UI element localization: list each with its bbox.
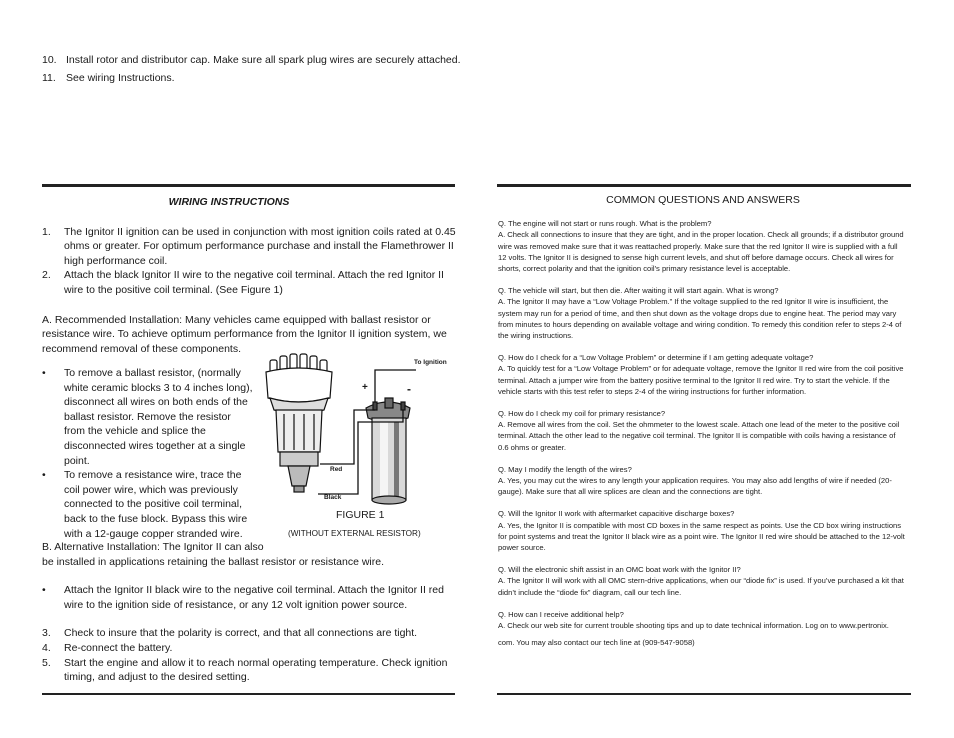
wiring-item-5 bbox=[42, 656, 456, 685]
bullet-text: To remove a ballast resistor, (normally white ceramic blocks 3 to 4 inches long), disconnect all wires on both ends of the ballast resistor. Remove the resistor from the vehicle and splice the disconnected wires together at a single point. bbox=[64, 367, 253, 467]
question: Q. May I modify the length of the wires? bbox=[498, 464, 632, 474]
qa-item-1 bbox=[498, 218, 908, 274]
distributor-icon bbox=[266, 354, 332, 492]
item-text: Check to insure that the polarity is correct, and that all connections are tight. bbox=[64, 627, 418, 640]
bullet-ballast bbox=[42, 366, 254, 468]
wiring-item-1 bbox=[42, 225, 456, 269]
bullet-resistance-wire bbox=[42, 468, 254, 541]
wire-red bbox=[320, 410, 375, 464]
wiring-instructions bbox=[42, 195, 456, 356]
label-black: Black bbox=[324, 494, 342, 501]
figure-caption: FIGURE 1 bbox=[336, 509, 385, 521]
qa-item-6 bbox=[498, 508, 908, 553]
qa-item-5 bbox=[498, 464, 908, 498]
common-questions bbox=[498, 195, 908, 649]
question: Q. How do I check my coil for primary resistance? bbox=[498, 409, 666, 419]
answer: A. The Ignitor II will work with all OMC stern-drive applications, when our “diode fix” is used. If you’ve purchased a kit that didn’t include the “diode fix” diagram, call our tech line. bbox=[498, 576, 904, 597]
step-number: 10. bbox=[42, 54, 57, 66]
section-b bbox=[42, 540, 456, 685]
step-number: 11. bbox=[42, 72, 56, 84]
answer: A. The Ignitor II may have a “Low Voltage Problem.” If the voltage supplied to the red Ignitor II wire is insufficient, the system may run for a period of time, and then shut down as the voltage drops due to engine heat. The period may vary from minutes to hours depending on available voltage and wiring condition. To remedy this condition refer to steps 2-4 of the wiring instructions. bbox=[498, 297, 902, 341]
answer: A. Yes, the Ignitor II is compatible with most CD boxes in the same respect as points. Use the CD box wiring instructions for point systems and treat the Ignitor II black wire as a point wire. The Ignitor II red wire should be attached to the 12-volt power source. bbox=[498, 520, 905, 553]
answer: A. Yes, you may cut the wires to any length your application requires. You may also add lengths of wire if needed (20-gauge). Make sure that all wire splices are clean and the connections are tight. bbox=[498, 476, 892, 497]
wiring-item-2 bbox=[42, 268, 456, 297]
wiring-title: WIRING INSTRUCTIONS bbox=[168, 196, 290, 208]
question: Q. Will the Ignitor II work with aftermarket capacitive discharge boxes? bbox=[498, 509, 735, 519]
answer: A. Remove all wires from the coil. Set the ohmmeter to the lowest scale. Attach one lead of the meter to the positive coil terminal. Attach the other lead to the negative coil terminal. The Ignitor II is compatible with coils having a resistance of 0.6 ohms or greater. bbox=[498, 420, 900, 452]
bullet-text: To remove a resistance wire, trace the coil power wire, which was previously connected to the positive coil terminal, back to the fuse block. Bypass this wire with a 12-gauge copper stranded wire. bbox=[64, 469, 248, 540]
coil-wiring-diagram bbox=[258, 352, 458, 512]
wiring-item-3 bbox=[42, 626, 456, 641]
qa-item-3 bbox=[498, 352, 908, 397]
answer: A. To quickly test for a “Low Voltage Problem” or for adequate voltage, remove the Ignitor II red wire from the coil positive terminal. Attach a jumper wire from the battery positive terminal to the Ignitor II red wire. Try to start the vehicle. If the vehicle starts with this test refer to steps 2-4 of the wiring instructions for further information. bbox=[498, 364, 904, 396]
qa-title: COMMON QUESTIONS AND ANSWERS bbox=[606, 194, 800, 206]
step-10 bbox=[42, 52, 462, 68]
label-red: Red bbox=[330, 466, 343, 473]
bullet-mark: • bbox=[42, 367, 46, 379]
wiring-item-4 bbox=[42, 641, 456, 656]
left-top-rule bbox=[42, 184, 455, 187]
label-to-ignition: To Ignition bbox=[414, 359, 447, 366]
item-text: Re-connect the battery. bbox=[64, 641, 173, 654]
bullet-alternative bbox=[42, 583, 456, 612]
section-b-line2: be installed in applications retaining the ballast resistor or resistance wire. bbox=[42, 555, 385, 568]
qa-item-2 bbox=[498, 285, 908, 341]
item-number: 5. bbox=[42, 656, 51, 669]
right-bottom-rule bbox=[497, 693, 911, 695]
bullet-text: Attach the Ignitor II black wire to the negative coil terminal. Attach the Ignitor II red wire to the ignition side of resistance, or any 12 volt ignition power source. bbox=[64, 584, 444, 611]
answer: A. Check all connections to insure that they are tight, and in the proper location. Check all grounds; if a distributor ground wire was removed make sure that it was reattached properly. Make sure that the red Ignitor II wire is supplied with a full 12 volts. The Ignitor II is designed to sense high current levels, and shut off before damage occurs. Check all wires for shorts, correct polarity and that the ignition coil's primary resistance level is acceptable. bbox=[498, 230, 904, 274]
question: Q. The engine will not start or runs rough. What is the problem? bbox=[498, 219, 712, 229]
step-text: See wiring Instructions. bbox=[66, 72, 175, 84]
top-steps bbox=[42, 52, 462, 86]
section-b-line1: B. Alternative Installation: The Ignitor II can also bbox=[42, 541, 264, 553]
removal-bullets bbox=[42, 366, 254, 541]
question: Q. The vehicle will start, but then die. After waiting it will start again. What is wrong? bbox=[498, 286, 779, 296]
item-text: The Ignitor II ignition can be used in conjunction with most ignition coils rated at 0.45 ohms or greater. For optimum performance purchase and install the Flamethrower II high performance coil. bbox=[64, 225, 456, 267]
section-a-text: A. Recommended Installation: Many vehicles came equipped with ballast resistor or resistance wire. To achieve optimum performance from the Ignitor II ignition system, we recommend removal of these components. bbox=[42, 313, 447, 355]
figure-subcaption: (WITHOUT EXTERNAL RESISTOR) bbox=[288, 529, 421, 538]
question: Q. How can I receive additional help? bbox=[498, 609, 624, 619]
qa-item-8 bbox=[498, 609, 908, 649]
bullet-mark: • bbox=[42, 584, 46, 597]
qa-item-4 bbox=[498, 408, 908, 453]
answer: A. Check our web site for current trouble shooting tips and up to date technical information. Log on to www.pertronix. bbox=[498, 621, 889, 631]
step-11 bbox=[42, 70, 462, 86]
item-text: Start the engine and allow it to reach normal operating temperature. Check ignition timing, and adjust to the desired setting. bbox=[64, 656, 448, 684]
step-text: Install rotor and distributor cap. Make sure all spark plug wires are securely attached. bbox=[66, 54, 461, 66]
item-number: 3. bbox=[42, 627, 51, 640]
item-number: 1. bbox=[42, 225, 51, 238]
label-plus: + bbox=[362, 382, 368, 393]
item-text: Attach the black Ignitor II wire to the negative coil terminal. Attach the red Ignitor II wire to the positive coil terminal. (See Figure 1) bbox=[64, 269, 444, 296]
question: Q. How do I check for a “Low Voltage Problem” or determine if I am getting adequate voltage? bbox=[498, 353, 814, 363]
label-minus: - bbox=[407, 382, 411, 396]
qa-item-7 bbox=[498, 564, 908, 598]
item-number: 2. bbox=[42, 269, 51, 282]
right-top-rule bbox=[497, 184, 911, 187]
bullet-mark: • bbox=[42, 469, 46, 482]
question: Q. Will the electronic shift assist in an OMC boat work with the Ignitor II? bbox=[498, 565, 741, 575]
left-bottom-rule bbox=[42, 693, 455, 695]
item-number: 4. bbox=[42, 641, 51, 654]
figure-1 bbox=[258, 352, 458, 542]
answer-continued: com. You may also contact our tech line at (909-547-9058) bbox=[498, 638, 695, 648]
